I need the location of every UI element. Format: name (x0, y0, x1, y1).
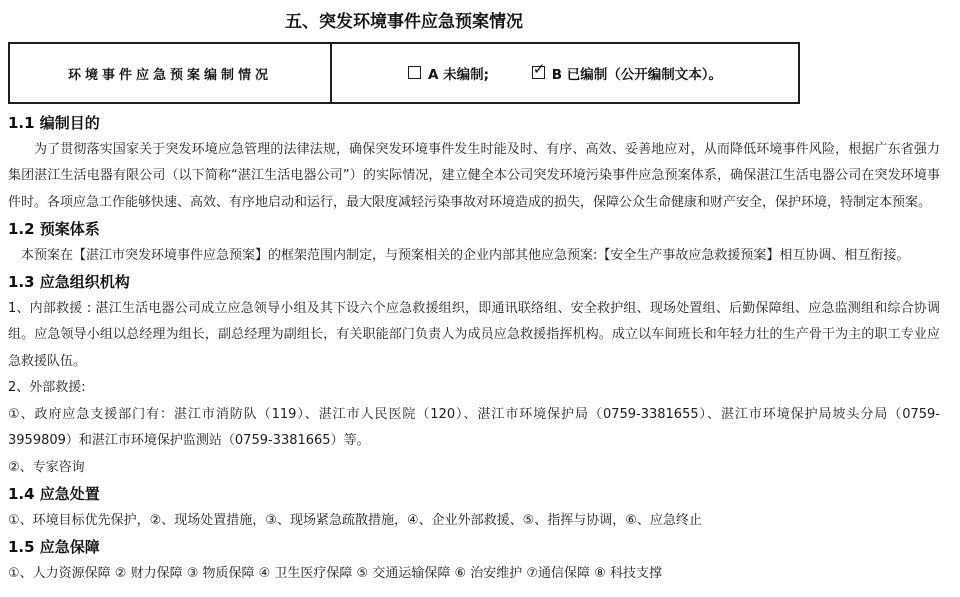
option-b-compiled (532, 60, 722, 83)
checkbox-checked-icon[interactable] (532, 60, 546, 79)
section-paragraph-support-items: ①、人力资源保障 ② 财力保障 ③ 物质保障 ④ 卫生医疗保障 ⑤ 交通运输保障 ⑥ 治安维护 ⑦通信保障 ⑧ 科技支撑 (8, 565, 662, 581)
section-heading-plan-system: 1.2 预案体系 (8, 220, 100, 238)
table-row (9, 43, 799, 103)
option-a-not-compiled (408, 63, 489, 83)
plan-status-table (8, 42, 800, 104)
option-b-label: B 已编制（公开编制文本）。 (551, 66, 722, 83)
section-paragraph-disposal-steps: ①、环境目标优先保护，②、现场处置措施，③、现场紧急疏散措施，④、企业外部救援、⑤、指挥与协调，⑥、应急终止 (8, 512, 702, 528)
plan-status-label-cell: 环境事件应急预案编制情况 (9, 43, 331, 103)
section-heading-emergency-organization: 1.3 应急组织机构 (8, 273, 130, 291)
section-paragraph-expert-consulting: ②、专家咨询 (8, 459, 85, 475)
section-paragraph-internal-rescue: 1、内部救援 : 湛江生活电器公司成立应急领导小组及其下设六个应急救援组织，即通讯联络组、安全救护组、现场处置组、后勤保障组、应急监测组和综合协调组。应急领导小组以总经理为组长，副总经理为副组长，有关职能部门负责人为成员应急救援指挥机构。成立以车间班长和年轻力壮的生产骨干为主的职工专业应急救援队伍。 (8, 300, 940, 369)
section-heading-emergency-support: 1.5 应急保障 (8, 538, 100, 556)
section-paragraph: 本预案在【湛江市突发环境事件应急预案】的框架范围内制定，与预案相关的企业内部其他应急预案:【安全生产事故应急救援预案】相互协调、相互衔接。 (21, 247, 910, 263)
page-title: 五、突发环境事件应急预案情况 (285, 12, 523, 32)
option-a-label: A 未编制; (428, 66, 490, 83)
section-paragraph: 为了贯彻落实国家关于突发环境应急管理的法律法规，确保突发环境事件发生时能及时、有序、高效、妥善地应对，从而降低环境事件风险，根据广东省强力集团湛江生活电器有限公司（以下简称“湛江生活电器公司”）的实际情况，建立健全本公司突发环境污染事件应急预案体系，确保湛江生活电器公司在突发环境事件时。各项应急工作能够快速、高效、有序地启动和运行，最大限度减轻污染事故对环境造成的损失，保障公众生命健康和财产安全，保护环境，特制定本预案。 (8, 141, 940, 210)
section-heading-emergency-disposal: 1.4 应急处置 (8, 485, 100, 503)
checkbox-unchecked-icon[interactable] (408, 66, 421, 79)
plan-status-options-cell (331, 43, 799, 103)
section-paragraph-government-support: ①、政府应急支援部门有：湛江市消防队（119）、湛江市人民医院（120）、湛江市环境保护局（0759-3381655）、湛江市环境保护局坡头分局（0759-3959809）和湛江市环境保护监测站（0759-3381665）等。 (8, 406, 940, 448)
section-heading-compilation-purpose: 1.1 编制目的 (8, 114, 100, 132)
section-paragraph-external-rescue: 2、外部救援: (8, 380, 86, 395)
check-mark-icon: ✓ (532, 60, 546, 79)
